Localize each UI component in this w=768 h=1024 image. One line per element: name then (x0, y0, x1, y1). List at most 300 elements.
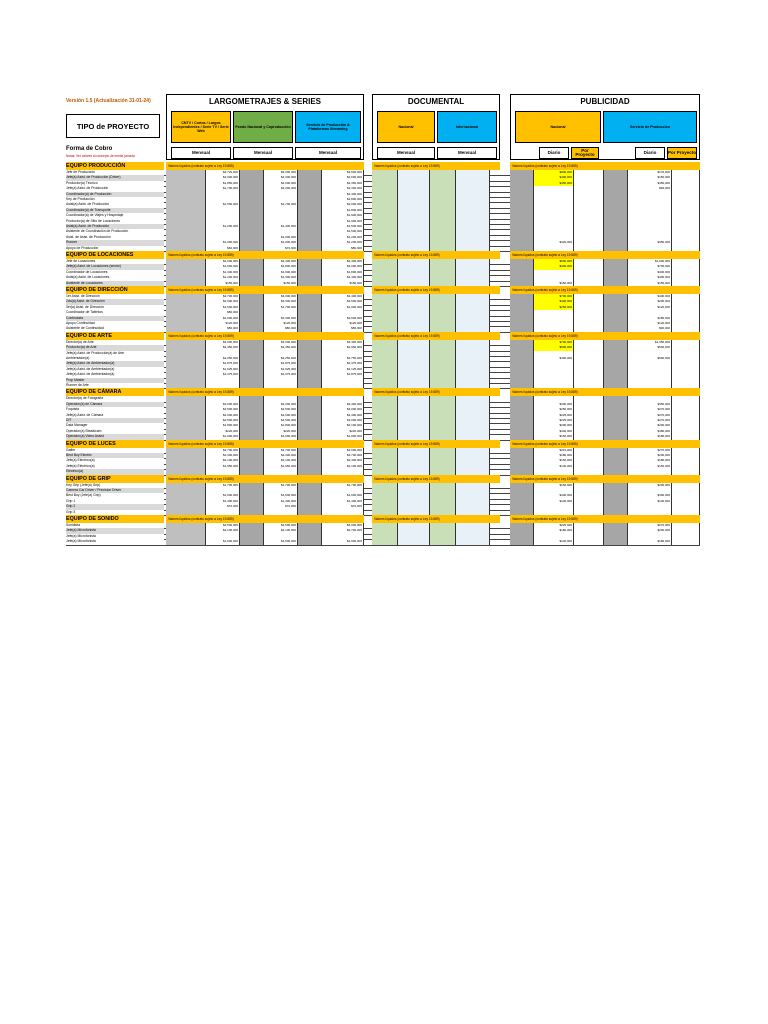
rate-value: $3,000,000 (264, 402, 298, 407)
rate-value: $2,400,000 (322, 458, 364, 463)
band-note: Valores líquidos (contrato sujeto a Ley 19.889) (372, 515, 500, 523)
sub-nacional: Nacional (515, 111, 601, 143)
rate-value: $400,000 (628, 275, 672, 280)
rate-value: $2,100,000 (206, 528, 240, 533)
rate-value: $1,400,000 (322, 499, 364, 504)
band-note: Valores líquidos (contrato sujeto a Ley 19.889) (372, 332, 500, 340)
rate-value: $1,800,000 (322, 434, 364, 439)
rate-value: $340,000 (534, 429, 574, 434)
rate-value: $1,950,000 (264, 464, 298, 469)
rate-value: $80,000 (264, 326, 298, 331)
row-label: Coordinador de Locaciones (66, 270, 164, 275)
rate-value: $150,000 (628, 175, 672, 180)
rate-value: $3,000,000 (264, 294, 298, 299)
rate-value: $2,100,000 (264, 528, 298, 533)
rate-cell (510, 539, 534, 544)
rate-value: $2,400,000 (264, 453, 298, 458)
row-label: Grip 3 (66, 510, 164, 515)
band-note: Valores líquidos (contrato sujeto a Ley 19.889) (166, 162, 364, 170)
band-note: Valores líquidos (contrato sujeto a Ley 19.889) (166, 515, 364, 523)
rate-value: $1,800,000 (206, 423, 240, 428)
band-note: Valores líquidos (contrato sujeto a Ley 19.889) (166, 440, 364, 448)
sub-nacional: Nacional (377, 111, 435, 143)
row-label: Key Grip (Jefe(a) Grip) (66, 483, 164, 488)
rate-value: $2,500,000 (206, 407, 240, 412)
row-label: Productor(a) de Sitio de Locaciones (66, 219, 164, 224)
rate-value: $1,000,000 (264, 240, 298, 245)
section-header (66, 332, 700, 340)
table-row (66, 539, 700, 545)
rate-value: $1,600,000 (264, 434, 298, 439)
row-label: 3er(a) Asist. de Dirección (66, 305, 164, 310)
rate-value: $180,000 (628, 434, 672, 439)
row-label: Sonidista (66, 523, 164, 528)
rate-value: $1,375,000 (206, 372, 240, 377)
section-title: EQUIPO DE GRIP (66, 475, 164, 483)
rate-value: $2,600,000 (322, 175, 364, 180)
rate-value: $2,000,000 (206, 413, 240, 418)
rate-value: $2,250,000 (206, 356, 240, 361)
row-label: Jefe(a) Asist. de Producción (Driver) (66, 175, 164, 180)
rate-value: $180,000 (534, 528, 574, 533)
band-note: Valores líquidos (contrato sujeto a Ley 19.889) (372, 286, 500, 294)
rate-value: $2,500,000 (264, 418, 298, 423)
rate-value: $150,000 (534, 281, 574, 286)
rate-value: $3,400,000 (322, 294, 364, 299)
rate-value: $140,000 (628, 499, 672, 504)
rate-value: $220,000 (264, 429, 298, 434)
row-label: Coordinador(a) de Transporte (66, 208, 164, 213)
rate-value: $220,000 (206, 429, 240, 434)
row-label: Ambientador(a) (66, 356, 164, 361)
section-title: EQUIPO DE DIRECCIÓN (66, 286, 164, 294)
rate-value: $2,600,000 (322, 316, 364, 321)
rate-value: $150,000 (534, 483, 574, 488)
rate-value: $3,000,000 (206, 340, 240, 345)
rate-value: $100,000 (534, 499, 574, 504)
rate-value: $1,875,000 (322, 372, 364, 377)
mensual-header: Mensual (295, 147, 361, 159)
rate-cell (604, 539, 628, 544)
band-note: Valores líquidos (contrato sujeto a Ley 19.889) (372, 251, 500, 259)
row-label: Director(a) de Arte (66, 340, 164, 345)
band-note: Valores líquidos (contrato sujeto a Ley 19.889) (372, 440, 500, 448)
rate-value: $1,700,000 (206, 483, 240, 488)
band-note: Valores líquidos (contrato sujeto a Ley 19.889) (510, 440, 700, 448)
rate-value: $2,375,000 (322, 361, 364, 366)
rate-value: $150,000 (322, 281, 364, 286)
section-title: EQUIPO DE LUCES (66, 440, 164, 448)
rate-value: $2,500,000 (206, 418, 240, 423)
row-label: Jefe(a) Microfonista (66, 534, 164, 539)
rate-value: $500,000 (628, 356, 672, 361)
rate-value: $350,000 (628, 240, 672, 245)
rate-value: $80,000 (322, 326, 364, 331)
sub-fondo: Fondo Nacional y Coproducción (233, 111, 293, 143)
group-largometrajes (166, 94, 364, 160)
rate-value: $1,600,000 (264, 270, 298, 275)
row-label: Productor(a) Técnico (66, 181, 164, 186)
rate-value: $2,400,000 (206, 453, 240, 458)
rate-value: $1,600,000 (206, 493, 240, 498)
rate-value: $2,000,000 (206, 299, 240, 304)
rate-value: $2,400,000 (322, 413, 364, 418)
rate-value: $1,875,000 (206, 361, 240, 366)
rate-value: $1,000,000 (264, 235, 298, 240)
rate-value: $2,000,000 (206, 316, 240, 321)
mensual-header: Mensual (233, 147, 293, 159)
rate-value: $150,000 (534, 458, 574, 463)
rate-value: $1,300,000 (264, 275, 298, 280)
rate-value: $500,000 (534, 259, 574, 264)
section-header (66, 515, 700, 523)
rate-value: $400,000 (534, 299, 574, 304)
row-label: 2do(a) Asist. de Dirección (66, 299, 164, 304)
rate-value: $2,100,000 (322, 464, 364, 469)
rate-value: $150,000 (534, 434, 574, 439)
rate-cell (240, 539, 264, 544)
rate-value: $250,000 (534, 407, 574, 412)
row-label: Asist(a) Asist. de Producción (66, 224, 164, 229)
rate-value: $2,450,000 (206, 345, 240, 350)
band-note: Valores líquidos (contrato sujeto a Ley 19.889) (510, 251, 700, 259)
rate-value: $1,625,000 (206, 367, 240, 372)
row-label: Best Boy (Jefe(a) Grip) (66, 493, 164, 498)
rate-value: $450,000 (628, 181, 672, 186)
rate-value: $250,000 (534, 305, 574, 310)
rate-value: $1,700,000 (264, 483, 298, 488)
rate-value: $140,000 (534, 539, 574, 544)
row-label: Jefe(a) Asist. de Ambientador(a) (66, 372, 164, 377)
rate-value: $80,000 (322, 246, 364, 251)
rate-value: $90,000 (628, 326, 672, 331)
row-label: Jefe(a) Asist. de Ambientador(a) (66, 367, 164, 372)
row-label: Asist(a) Asist. de Locaciones (66, 275, 164, 280)
rate-value: $180,000 (628, 458, 672, 463)
rate-value: $180,000 (628, 316, 672, 321)
row-label: DIT (66, 418, 164, 423)
rate-value: $2,300,000 (264, 175, 298, 180)
group-publicidad (510, 94, 700, 160)
rate-value: $700,000 (534, 294, 574, 299)
rate-value: $180,000 (534, 453, 574, 458)
rate-value: $2,450,000 (264, 345, 298, 350)
section-header (66, 286, 700, 294)
rate-value: $1,500,000 (206, 202, 240, 207)
row-label: Prop Master (66, 378, 164, 383)
rate-value: $1,600,000 (206, 264, 240, 269)
rate-value: $2,100,000 (264, 458, 298, 463)
group-title: PUBLICIDAD (580, 97, 630, 106)
rate-value: $1,200,000 (322, 235, 364, 240)
rate-value: $1,800,000 (264, 264, 298, 269)
rate-value: $2,720,000 (206, 170, 240, 175)
section-header (66, 440, 700, 448)
band-note: Valores líquidos (contrato sujeto a Ley 19.889) (372, 388, 500, 396)
rate-value: $2,600,000 (322, 299, 364, 304)
rate-value: $200,000 (534, 423, 574, 428)
rate-cell (298, 539, 322, 544)
rate-value: $270,000 (628, 413, 672, 418)
rate-value: $1,900,000 (322, 213, 364, 218)
rate-value: $1,700,000 (322, 483, 364, 488)
rate-value: $1,400,000 (206, 270, 240, 275)
rate-value: $200,000 (628, 299, 672, 304)
rate-value: $1,200,000 (206, 275, 240, 280)
band-note: Valores líquidos (contrato sujeto a Ley 19.889) (510, 475, 700, 483)
band-note: Valores líquidos (contrato sujeto a Ley 19.889) (166, 251, 364, 259)
rate-value: $4,000,000 (322, 523, 364, 528)
rate-value: $2,000,000 (206, 175, 240, 180)
rate-cell (574, 539, 604, 544)
rate-value: $2,100,000 (322, 423, 364, 428)
row-label: Jefe(a) Asist. de Locaciones (senior) (66, 264, 164, 269)
rate-value: $270,000 (628, 407, 672, 412)
rate-value: $150,000 (628, 281, 672, 286)
row-label: Jefe(a) Microfonista (66, 539, 164, 544)
por-proyecto-header: Por Proyecto (667, 147, 697, 159)
row-label: Runner (66, 240, 164, 245)
rate-value: $1,700,000 (206, 186, 240, 191)
rate-cell (430, 539, 456, 544)
row-label: Asistente de Continuidad (66, 326, 164, 331)
section-header (66, 251, 700, 259)
section-title: EQUIPO DE CÁMARA (66, 388, 164, 396)
rate-cell (166, 539, 206, 544)
rate-value: $3,000,000 (322, 418, 364, 423)
band-note: Valores líquidos (contrato sujeto a Ley 19.889) (510, 388, 700, 396)
row-label: Foquista (66, 407, 164, 412)
band-note: Valores líquidos (contrato sujeto a Ley 19.889) (510, 332, 700, 340)
row-label: Jefe de Locaciones (66, 259, 164, 264)
rate-value: $200,000 (628, 423, 672, 428)
rate-value: $120,000 (206, 321, 240, 326)
row-label: Asist(a) Asist. de Producción (66, 202, 164, 207)
row-label: Jefe(a) Microfonista (66, 528, 164, 533)
rate-value: $2,400,000 (322, 192, 364, 197)
rate-value: $300,000 (534, 493, 574, 498)
rate-value: $2,400,000 (264, 259, 298, 264)
group-title: LARGOMETRAJES & SERIES (208, 97, 321, 106)
row-label: Key de Producción (66, 197, 164, 202)
row-label: Operador(a) Video Assist (66, 434, 164, 439)
rate-value: $220,000 (322, 429, 364, 434)
sub-cntv: CNTV / Cortos / Largos Independientes / Serie TV / Serie Web (171, 111, 231, 143)
rate-value: $1,600,000 (264, 493, 298, 498)
rate-value: $1,400,000 (264, 499, 298, 504)
rate-value: $500,000 (534, 345, 574, 350)
diario-header: Diario (539, 147, 569, 159)
rate-value: $200,000 (628, 528, 672, 533)
rate-value: $2,300,000 (264, 316, 298, 321)
row-label: Gaffer (66, 448, 164, 453)
rate-value: $130,000 (534, 464, 574, 469)
rate-value: $3,000,000 (264, 340, 298, 345)
rate-value: $1,400,000 (206, 499, 240, 504)
forma-cobro-label: Forma de Cobro (66, 146, 113, 152)
row-label: Data Manager (66, 423, 164, 428)
rate-value: $1,500,000 (322, 229, 364, 234)
rate-value: $1,900,000 (322, 219, 364, 224)
rate-value: $70,000 (322, 504, 364, 509)
rate-cell (372, 539, 398, 544)
rate-value: $70,000 (264, 504, 298, 509)
rate-value: $3,000,000 (322, 407, 364, 412)
rate-value: $1,900,000 (322, 539, 364, 544)
rate-value: $90,000 (628, 186, 672, 191)
rate-value: $150,000 (628, 464, 672, 469)
band-note: Valores líquidos (contrato sujeto a Ley 19.889) (372, 162, 500, 170)
section-header (66, 475, 700, 483)
rate-value: $80,000 (206, 310, 240, 315)
rate-value: $2,700,000 (206, 448, 240, 453)
sub-servicio-produccion: Servicio de Producción (603, 111, 697, 143)
row-label: 1er Asist. de Dirección (66, 294, 164, 299)
row-label: Apoyo de Producción (66, 246, 164, 251)
rate-value: $80,000 (206, 326, 240, 331)
rate-value: $1,200,000 (206, 224, 240, 229)
row-label: Best Boy Electric (66, 453, 164, 458)
row-label: Jefe(a) Eléctrico(a) (66, 458, 164, 463)
rate-value: $1,800,000 (322, 208, 364, 213)
rate-value: $360,000 (628, 493, 672, 498)
rate-value: $1,800,000 (264, 423, 298, 428)
section-title: EQUIPO PRODUCCIÓN (66, 162, 164, 170)
row-label: Operador(a) de Cámara (66, 402, 164, 407)
rate-value: $300,000 (534, 402, 574, 407)
band-note: Valores líquidos (contrato sujeto a Ley 19.889) (372, 475, 500, 483)
band-note: Valores líquidos (contrato sujeto a Ley 19.889) (510, 162, 700, 170)
rate-value: $180,000 (628, 539, 672, 544)
rate-value: $400,000 (628, 294, 672, 299)
rate-value: $170,000 (628, 170, 672, 175)
rate-value: $120,000 (264, 321, 298, 326)
rate-value: $1,950,000 (206, 464, 240, 469)
row-label: Grip 1 (66, 499, 164, 504)
forma-cobro-note: Notas: Ver valores al concepto de media jornada (66, 154, 135, 158)
rate-value: $2,700,000 (322, 453, 364, 458)
band-note: Valores líquidos (contrato sujeto a Ley 19.889) (166, 286, 364, 294)
rate-value: $210,000 (534, 448, 574, 453)
rate-value: $500,000 (628, 345, 672, 350)
diario-header: Diario (635, 147, 665, 159)
row-label: Jefe(a) Eléctrico(a) (66, 464, 164, 469)
rate-value: $350,000 (628, 402, 672, 407)
rate-value: $3,000,000 (322, 448, 364, 453)
rate-value: $1,700,000 (264, 305, 298, 310)
section-header (66, 388, 700, 396)
rate-value: $225,000 (534, 413, 574, 418)
rate-value: $450,000 (534, 181, 574, 186)
rate-cell (672, 539, 700, 544)
rate-value: $1,850,000 (206, 181, 240, 186)
rate-value: $70,000 (206, 504, 240, 509)
rate-cell (398, 539, 430, 544)
rate-value: $225,000 (534, 523, 574, 528)
rate-value: $800,000 (534, 170, 574, 175)
rate-value: $320,000 (534, 240, 574, 245)
band-note: Valores líquidos (contrato sujeto a Ley 19.889) (166, 332, 364, 340)
mensual-header: Mensual (437, 147, 497, 159)
version-label: Versión 1.5 (Actualización 31-01-24) (66, 98, 151, 104)
row-label: Coordinador de Talentos (66, 310, 164, 315)
rate-value: $2,300,000 (322, 186, 364, 191)
rate-value: $1,875,000 (264, 361, 298, 366)
section-title: EQUIPO DE ARTE (66, 332, 164, 340)
rate-value: $2,500,000 (264, 523, 298, 528)
rate-value: $1,600,000 (206, 434, 240, 439)
row-label: Coordinador(a) de Producción (66, 192, 164, 197)
rate-value: $150,000 (206, 281, 240, 286)
rate-value: $2,000,000 (264, 181, 298, 186)
por-proyecto-header: Por Proyecto (571, 147, 599, 159)
sub-servicio: Servicio de Producción & Plataformas Streaming (295, 111, 361, 143)
row-label: Operador(a) Steadicam (66, 429, 164, 434)
rate-value: $2,500,000 (206, 523, 240, 528)
rate-value: $2,700,000 (264, 448, 298, 453)
rate-value: $270,000 (628, 523, 672, 528)
rate-value: $2,400,000 (322, 259, 364, 264)
rate-value: $3,000,000 (264, 170, 298, 175)
rate-value: $1,200,000 (322, 240, 364, 245)
rate-value: $1,600,000 (322, 493, 364, 498)
rate-value: $1,800,000 (322, 270, 364, 275)
rate-value: $150,000 (264, 281, 298, 286)
rate-value: $1,800,000 (322, 197, 364, 202)
rate-value: $2,000,000 (206, 259, 240, 264)
tipo-proyecto-label: TIPO de PROYECTO (66, 114, 160, 138)
mensual-header: Mensual (377, 147, 435, 159)
rate-value: $700,000 (628, 264, 672, 269)
rate-value: $300,000 (534, 264, 574, 269)
rate-value: $1,625,000 (264, 367, 298, 372)
rate-value: $2,125,000 (322, 367, 364, 372)
rate-value: $400,000 (534, 175, 574, 180)
band-note: Valores líquidos (contrato sujeto a Ley 19.889) (510, 515, 700, 523)
row-label: Apoyo Continuidad (66, 321, 164, 326)
row-label: Asistente de Coordinación de Producción (66, 229, 164, 234)
rate-value: $120,000 (322, 321, 364, 326)
rate-value: $1,600,000 (206, 539, 240, 544)
rate-cell (456, 539, 490, 544)
rate-value: $1,500,000 (206, 305, 240, 310)
rate-value: $700,000 (534, 340, 574, 345)
rate-value: $2,500,000 (264, 407, 298, 412)
rate-value: $1,600,000 (264, 539, 298, 544)
rate-value: $2,750,000 (322, 356, 364, 361)
rate-value: $3,400,000 (322, 402, 364, 407)
rate-value: $480,000 (628, 429, 672, 434)
rate-value: $2,350,000 (322, 181, 364, 186)
row-label: Asistente de Locaciones (66, 281, 164, 286)
rate-value: $1,500,000 (322, 224, 364, 229)
rate-value: $1,400,000 (264, 224, 298, 229)
row-label: Jefe(a) Asist. de Producción(a) de Arte (66, 351, 164, 356)
band-note: Valores líquidos (contrato sujeto a Ley 19.889) (166, 388, 364, 396)
rate-value: $1,700,000 (264, 202, 298, 207)
band-note: Valores líquidos (contrato sujeto a Ley 19.889) (166, 475, 364, 483)
row-label: Jefe de Producción (66, 170, 164, 175)
rate-value: $1,000,000 (628, 259, 672, 264)
rate-value: $3,400,000 (322, 340, 364, 345)
row-label: Jefe(a) Asist. de Producción (66, 186, 164, 191)
rate-value: $2,250,000 (264, 356, 298, 361)
row-label: Productor(a) de Arte (66, 345, 164, 350)
rate-value: $200,000 (628, 483, 672, 488)
group-documental (372, 94, 500, 160)
rate-value: $2,700,000 (322, 528, 364, 533)
row-label: Jefe(a) Asist. de Ambientador(a) (66, 361, 164, 366)
